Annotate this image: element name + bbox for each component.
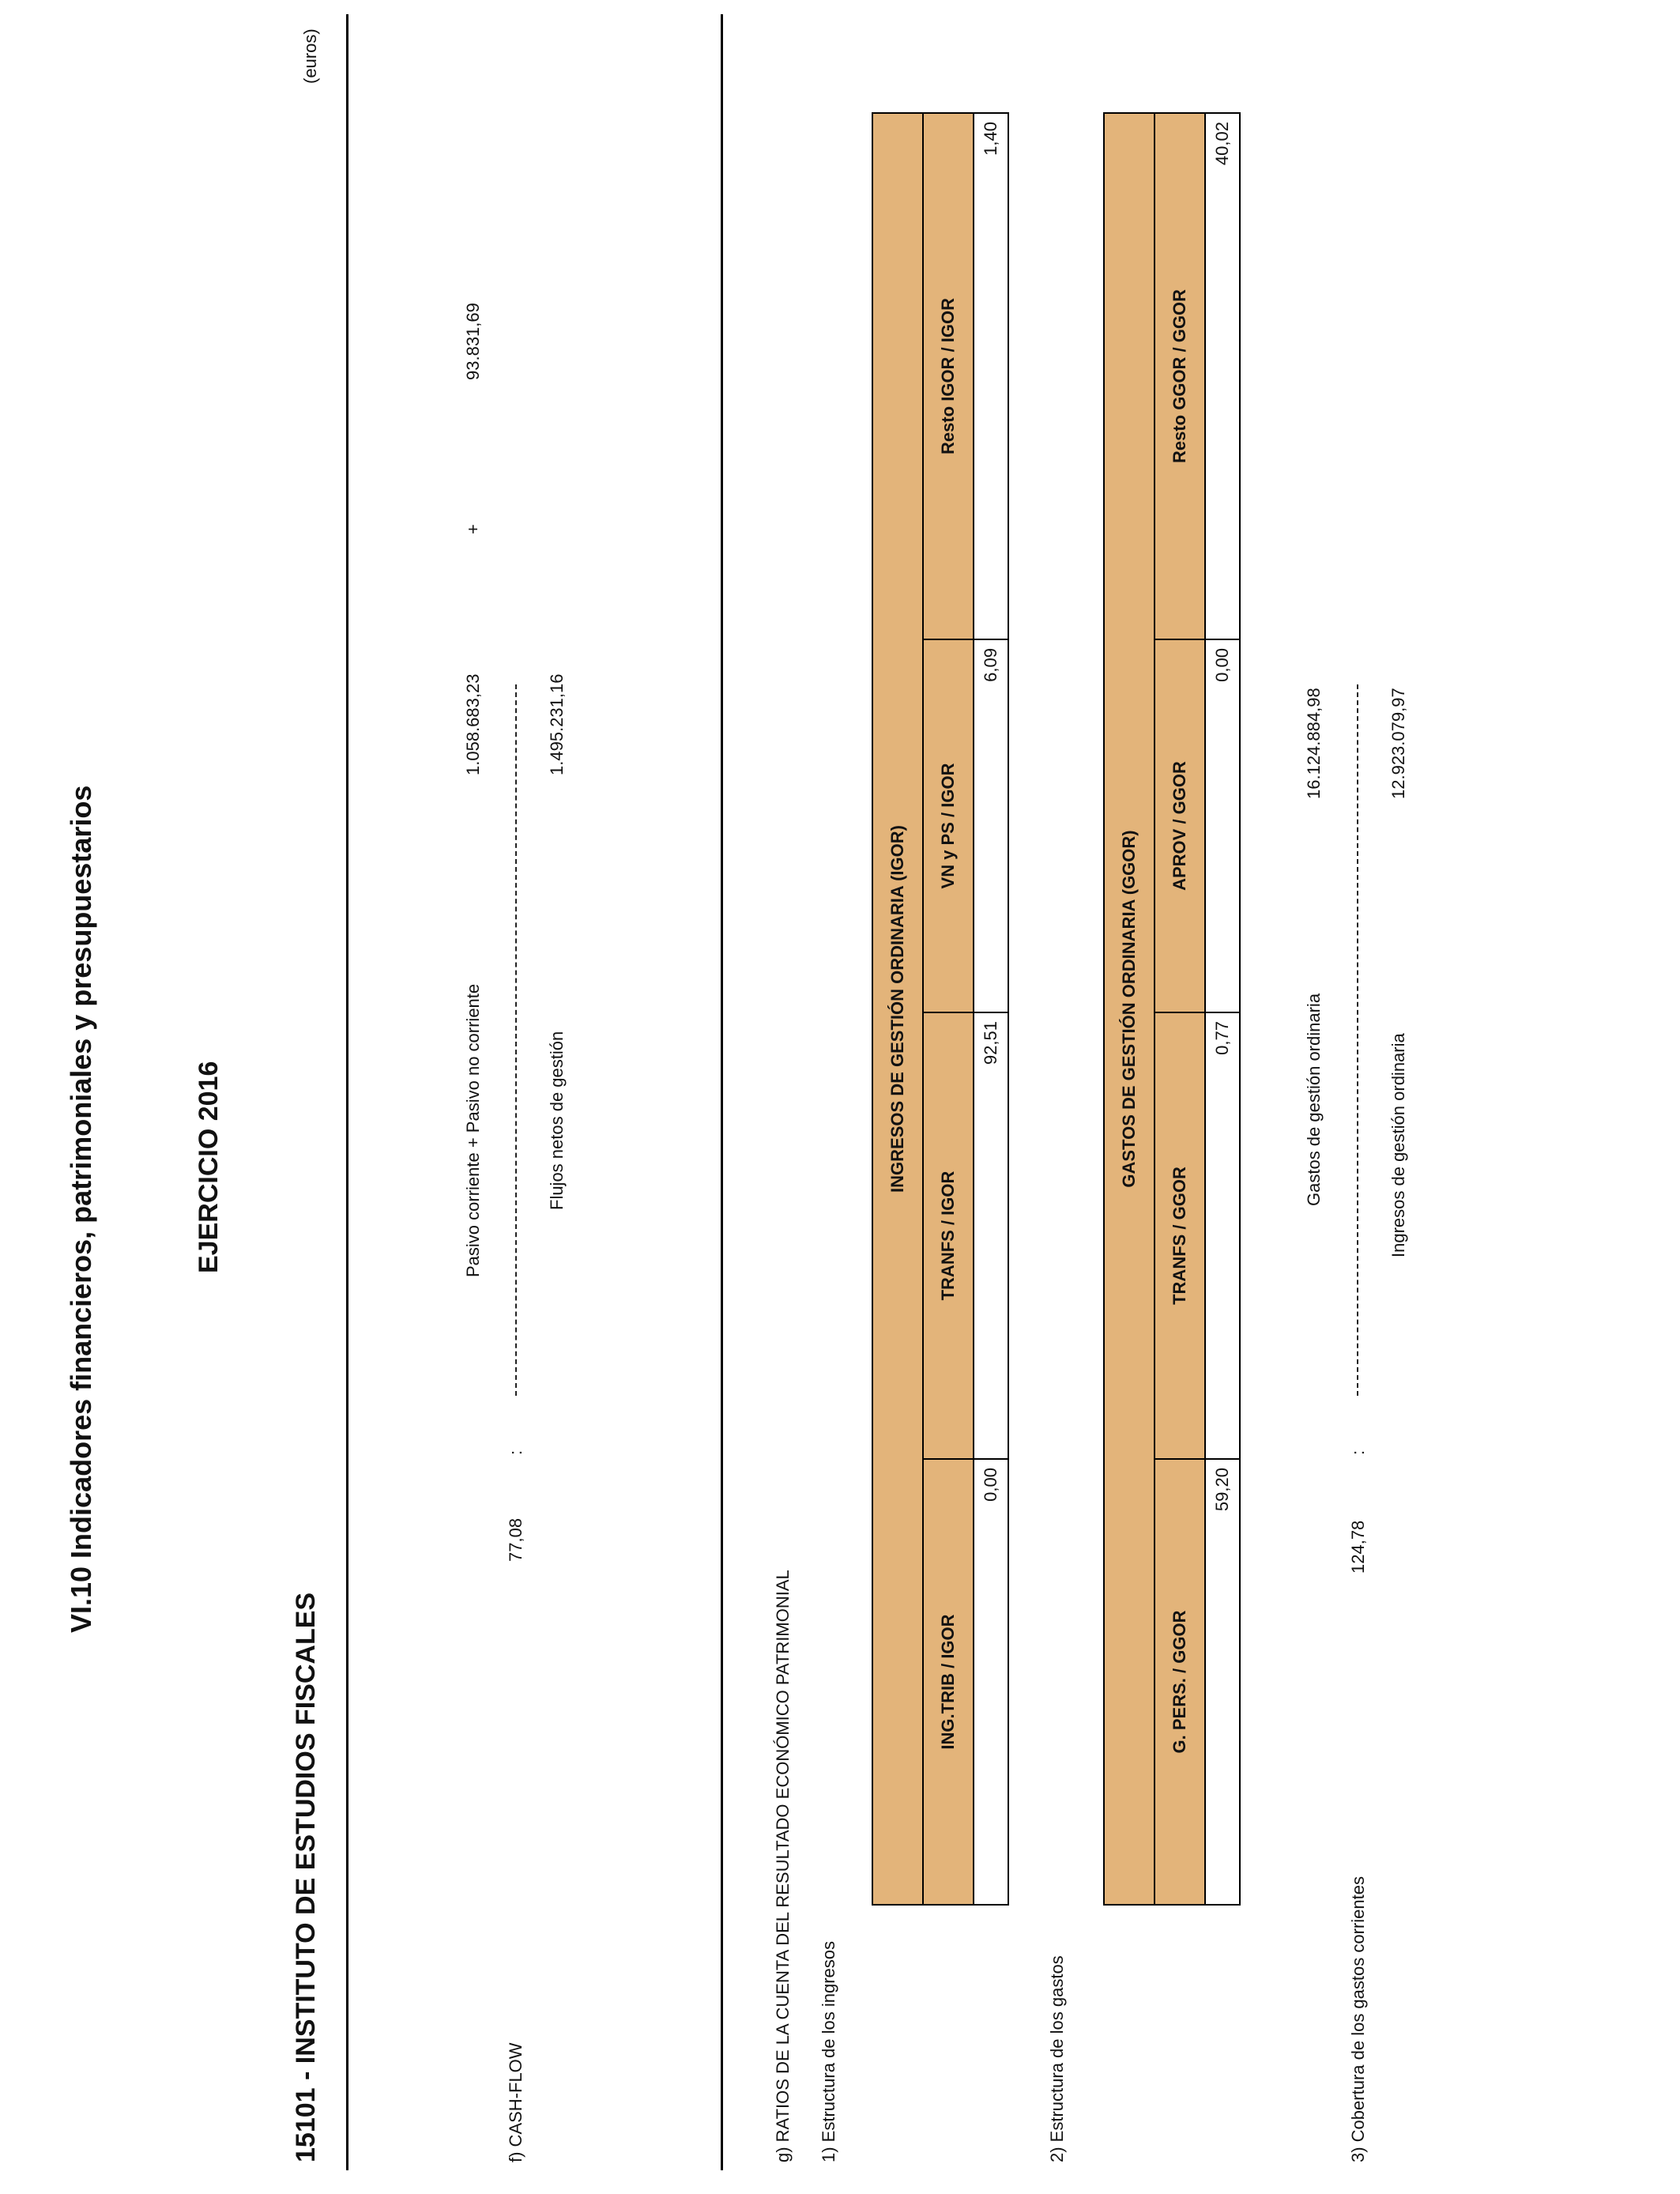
entity-name: 15101 - INSTITUTO DE ESTUDIOS FISCALES: [291, 1592, 321, 2162]
coverage-colon: :: [1348, 1449, 1368, 1455]
income-col-header: ING.TRIB / IGOR: [923, 1459, 974, 1905]
income-value-cell: 1,40: [974, 113, 1008, 639]
header-rule: [346, 14, 348, 2170]
cash-flow-colon: :: [506, 1449, 525, 1455]
coverage-numerator-label: Gastos de gestión ordinaria: [1304, 993, 1324, 1206]
section-rule: [721, 14, 723, 2170]
expense-col-header: APROV / GGOR: [1155, 639, 1205, 1012]
exercise-year: EJERCICIO 2016: [194, 1061, 224, 1273]
cash-flow-denominator-value: 1.495.231,16: [547, 673, 567, 775]
coverage-value: 124,78: [1348, 1520, 1368, 1574]
expense-structure-label: 2) Estructura de los gastos: [1047, 1955, 1067, 2162]
cash-flow-fraction-line: [515, 684, 517, 1396]
expense-value-cell: 40,02: [1205, 113, 1240, 639]
units-label: (euros): [300, 28, 320, 84]
income-table-title: INGRESOS DE GESTIÓN ORDINARIA (IGOR): [872, 113, 923, 1905]
cash-flow-plus: +: [463, 524, 483, 534]
income-col-header: TRANFS / IGOR: [923, 1012, 974, 1459]
expense-value-cell: 59,20: [1205, 1459, 1240, 1905]
income-col-header: Resto IGOR / IGOR: [923, 113, 974, 639]
cash-flow-value: 77,08: [506, 1517, 525, 1562]
cash-flow-denominator-label: Flujos netos de gestión: [547, 1031, 567, 1210]
cash-flow-label: f) CASH-FLOW: [506, 2042, 525, 2162]
expense-value-cell: 0,77: [1205, 1012, 1240, 1459]
coverage-fraction-line: [1357, 684, 1358, 1396]
expense-col-header: TRANFS / GGOR: [1155, 1012, 1205, 1459]
income-structure-table: [872, 112, 1009, 1906]
cash-flow-numerator-value-2: 93.831,69: [463, 303, 483, 380]
expense-col-header: G. PERS. / GGOR: [1155, 1459, 1205, 1905]
income-value-cell: 6,09: [974, 639, 1008, 1012]
coverage-denominator-label: Ingresos de gestión ordinaria: [1388, 1033, 1408, 1257]
coverage-numerator-value: 16.124.884,98: [1304, 688, 1324, 799]
expense-table-title: GASTOS DE GESTIÓN ORDINARIA (GGOR): [1104, 113, 1155, 1905]
income-col-header: VN y PS / IGOR: [923, 639, 974, 1012]
income-value-cell: 92,51: [974, 1012, 1008, 1459]
coverage-denominator-value: 12.923.079,97: [1388, 688, 1408, 799]
expense-structure-table: [1103, 112, 1241, 1906]
income-structure-label: 1) Estructura de los ingresos: [819, 1940, 838, 2162]
expense-value-cell: 0,00: [1205, 639, 1240, 1012]
report-title: VI.10 Indicadores financieros, patrimoniales y presupuestarios: [65, 785, 97, 1633]
cash-flow-numerator-value-1: 1.058.683,23: [463, 673, 483, 775]
section-g-title: g) RATIOS DE LA CUENTA DEL RESULTADO ECONÓMICO PATRIMONIAL: [773, 1570, 793, 2162]
cash-flow-numerator-label: Pasivo corriente + Pasivo no corriente: [463, 983, 483, 1277]
expense-col-header: Resto GGOR / GGOR: [1155, 113, 1205, 639]
income-value-cell: 0,00: [974, 1459, 1008, 1905]
coverage-label: 3) Cobertura de los gastos corrientes: [1348, 1876, 1368, 2162]
